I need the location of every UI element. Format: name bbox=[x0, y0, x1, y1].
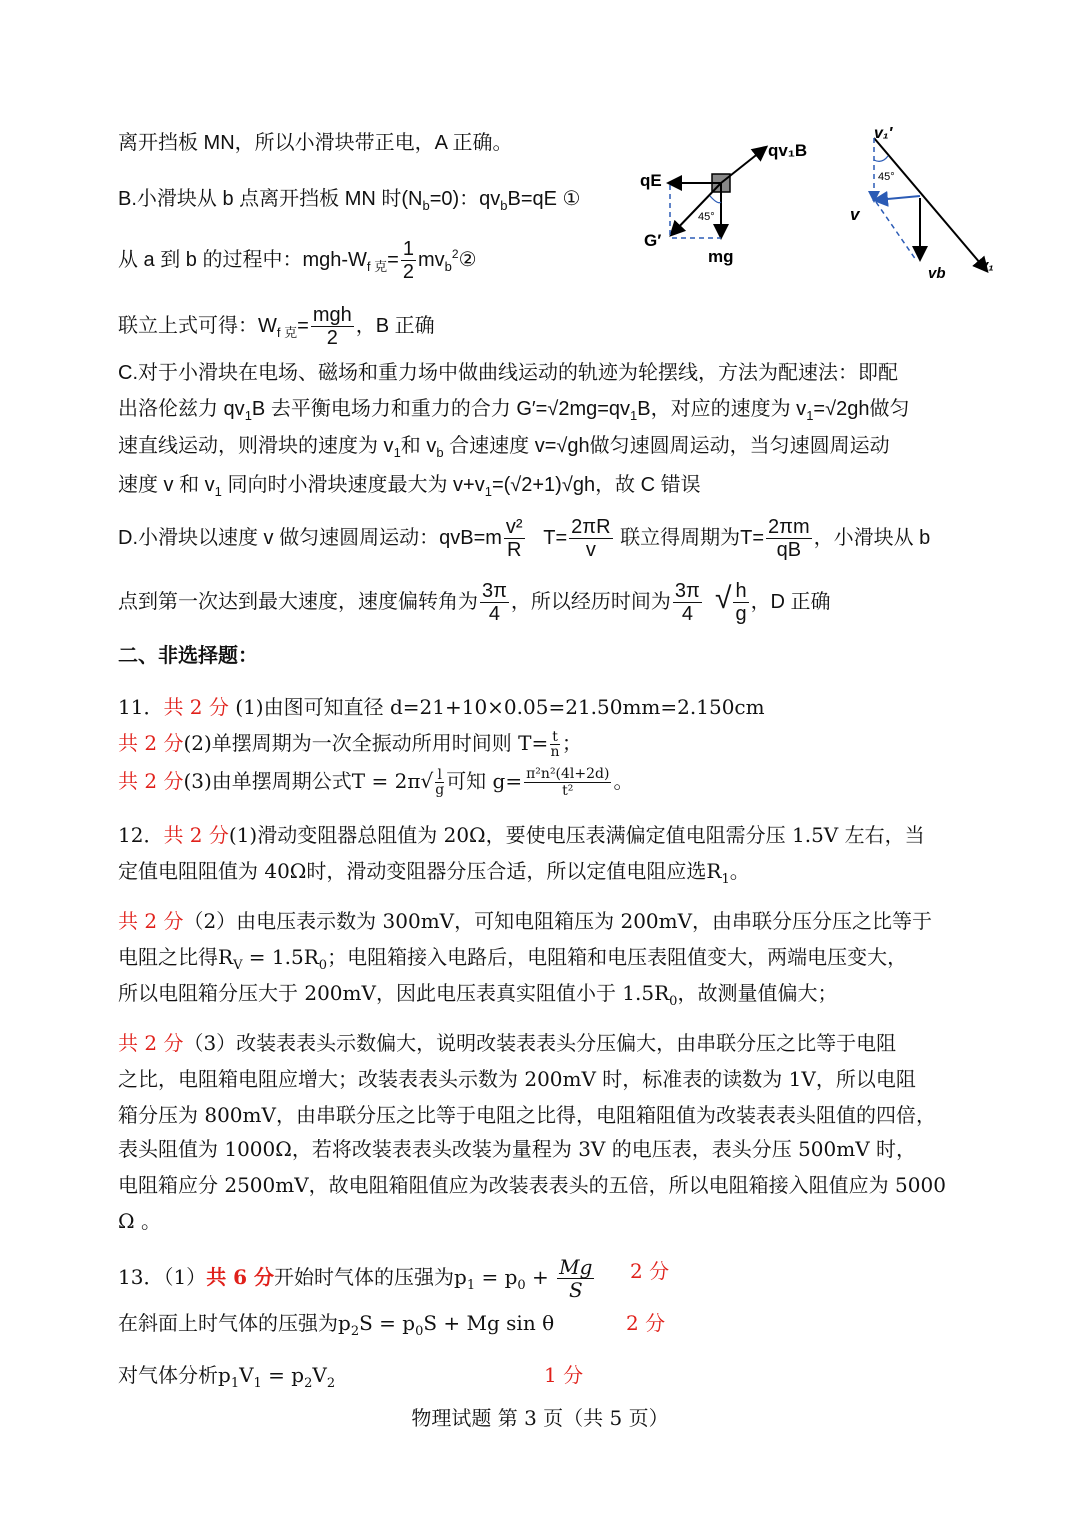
fraction: $\frac{3\pi}{4}$ bbox=[674, 580, 700, 625]
text-line: 出洛伦兹力 $qv_1B$ 去平衡电场力和重力的合力 $G'=√2mg=qv_1B$，对应的速度为 $v_1=√2gh$做匀 bbox=[118, 398, 910, 423]
label-v1: v₁ bbox=[980, 257, 994, 274]
velocity-diagram bbox=[840, 120, 1000, 290]
text-line: 箱分压为 800mV，由串联分压之比等于电阻之比得，电阻箱阻值为改装表表头阻值的四倍， bbox=[118, 1103, 936, 1127]
text-line: 电阻箱应分 2500mV，故电阻箱阻值应为改装表表头的五倍，所以电阻箱接入阻值应为 5000 bbox=[118, 1173, 946, 1197]
label-G: G′ bbox=[644, 231, 662, 250]
fraction: $\frac{Mg}{S}$ bbox=[559, 1255, 593, 1302]
label-angle: 45° bbox=[698, 211, 715, 223]
text-line: 点到第一次达到最大速度，速度偏转角为 $\frac{3\pi}{4}$ ，所以经历时间为 $\frac{3\pi}{4}$ √ $\frac{h}{g}$ ，D 正确 bbox=[118, 580, 831, 625]
text-line: 电阻之比得$R_V = 1.5R_0$；电阻箱接入电路后，电阻箱和电压表阻值变大，两端电压变大， bbox=[118, 945, 908, 973]
page-footer: 物理试题 第 3 页（共 5 页） bbox=[411, 1406, 669, 1430]
text-line: 12．共 2 分(1)滑动变阻器总阻值为 20Ω，要使电压表满偏定值电阻需分压 1.5V 左右，当 bbox=[118, 823, 925, 847]
fraction: $\frac{\text{mgh}}{2}$ bbox=[312, 304, 352, 349]
fraction: $\frac{3\pi}{4}$ bbox=[482, 580, 507, 625]
text-line: C.对于小滑块在电场、磁场和重力场中做曲线运动的轨迹为轮摆线，方法为配速法：即配 bbox=[118, 362, 898, 384]
text-line: B.小滑块从 b 点离开挡板 MN 时$(N_b=0)$：$qv_bB=qE$ ① bbox=[118, 188, 581, 213]
section-heading: 二、非选择题： bbox=[118, 643, 258, 667]
label-qv1B: qv₁B bbox=[768, 141, 808, 160]
label-v1-prime: v₁′ bbox=[874, 125, 893, 142]
score: 2 分 bbox=[626, 1311, 666, 1335]
text-line: 共 2 分（3）改装表表头示数偏大，说明改装表表头分压偏大，由串联分压之比等于电阻 bbox=[118, 1031, 897, 1055]
label-qE: qE bbox=[640, 171, 662, 190]
force-diagram bbox=[630, 130, 830, 270]
label-angle: 45° bbox=[878, 171, 895, 183]
text-line: Ω 。 bbox=[118, 1209, 161, 1233]
text-line: 联立上式可得：$W_{f 克}=$ $\frac{\text{mgh}}{2}$ ，B 正确 bbox=[118, 304, 435, 349]
score: 1 分 bbox=[544, 1363, 584, 1387]
text-line: D.小滑块以速度 v 做匀速圆周运动：qvB=m $\frac{\text{v²}}{R}$ T= $\frac{2\pi R}{v}$ 联立得周期为T= $\frac{2\pi m}{qB}$ ，小滑块从 b bbox=[118, 516, 931, 561]
label-v: v bbox=[850, 205, 860, 224]
text-line: 共 2 分(2)单摆周期为一次全振动所用时间则 T= $\frac{t}{n}$ ； bbox=[118, 729, 582, 760]
text-line: 速直线运动，则滑块的速度为 $v_1$和 $v_b$ 合速速度 v=√gh做匀速圆周运动，当匀速圆周运动 bbox=[118, 435, 890, 460]
text-line: 所以电阻箱分压大于 200mV，因此电压表真实阻值小于 $1.5R_0$，故测量值偏大； bbox=[118, 981, 838, 1009]
text-line: 13．（1）共 6 分开始时气体的压强为$p_1 = p_0$ + $\frac{Mg}{S}$ bbox=[118, 1255, 593, 1302]
text-line: 表头阻值为 1000Ω，若将改装表表头改装为量程为 3V 的电压表，表头分压 500mV 时， bbox=[118, 1137, 917, 1161]
text-line: 对气体分析$p_1V_1 = p_2V_2$ bbox=[118, 1363, 336, 1391]
text-line: 速度 v 和 $v_1$ 同向时小滑块速度最大为 $v+v_1=(√2+1)√gh$，故 C 错误 bbox=[118, 474, 701, 499]
text-line: 共 2 分（2）由电压表示数为 300mV，可知电阻箱压为 200mV，由串联分压分压之比等于 bbox=[118, 909, 933, 933]
text-line: 定值电阻阻值为 40Ω时，滑动变阻器分压合适，所以定值电阻应选$R_1$。 bbox=[118, 859, 750, 887]
fraction: $\frac{\text{v²}}{R}$ bbox=[505, 516, 523, 561]
label-vb: vb bbox=[928, 265, 946, 282]
fraction: $\frac{t}{n}$ bbox=[550, 729, 560, 760]
label-mg: mg bbox=[708, 247, 734, 266]
text-line: 之比，电阻箱电阻应增大；改装表表头示数为 200mV 时，标准表的读数为 1V，所以电阻 bbox=[118, 1067, 916, 1091]
fraction: $\frac{2\pi m}{qB}$ bbox=[768, 516, 810, 561]
fraction: $\frac{l}{g}$ bbox=[435, 767, 445, 798]
score: 2 分 bbox=[630, 1259, 670, 1283]
text-line: 11．共 2 分 (1)由图可知直径 d=21+10×0.05=21.50mm=2.150cm bbox=[118, 695, 765, 719]
text-line: 离开挡板 MN，所以小滑块带正电，A 正确。 bbox=[118, 132, 513, 154]
fraction: $\frac{2\pi R}{v}$ bbox=[571, 516, 611, 561]
text-line: 从 a 到 b 的过程中：mgh-$W_{f 克}=$ $\frac{1}{2}$ $mv_b^2②$ bbox=[118, 238, 477, 283]
fraction: $\frac{1}{2}$ bbox=[402, 238, 414, 283]
text-line: 在斜面上时气体的压强为$p_2S = p_0S + Mg$ sin θ bbox=[118, 1311, 555, 1339]
text-line: 共 2 分(3)由单摆周期公式T = 2π√ $\frac{l}{g}$ 可知 g= $\frac{\text{π²n²(4l+2d)}}{\text{t²}}$ 。 bbox=[118, 766, 634, 799]
fraction: $\frac{h}{g}$ bbox=[735, 580, 747, 625]
fraction: $\frac{\text{π²n²(4l+2d)}}{\text{t²}}$ bbox=[526, 766, 610, 799]
